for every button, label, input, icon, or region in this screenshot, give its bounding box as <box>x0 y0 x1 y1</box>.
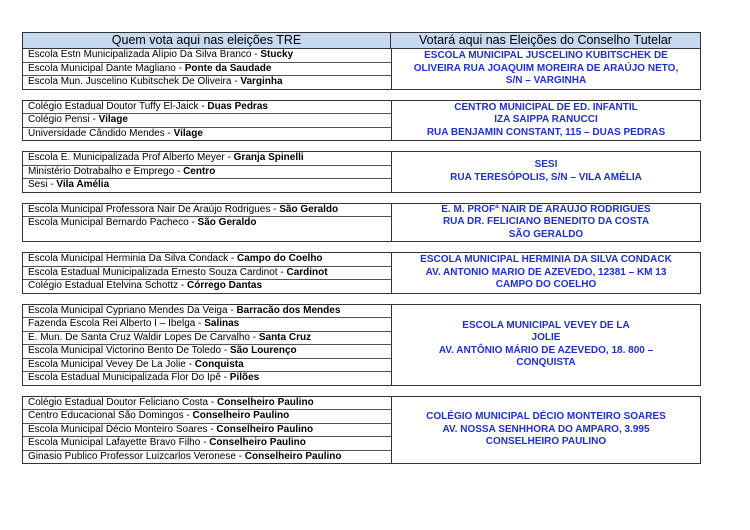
origin-list <box>23 152 392 192</box>
origin-row <box>23 397 391 411</box>
neighborhood: Vilage <box>98 114 128 125</box>
origin-row <box>23 253 391 267</box>
origin-row <box>23 114 391 128</box>
destination-line: ESCOLA MUNICIPAL HERMINIA DA SILVA CONDACK <box>420 254 672 265</box>
neighborhood: Granja Spinelli <box>233 152 304 163</box>
origin-list <box>23 49 392 89</box>
destination-line: RUA TERESÓPOLIS, S/N – VILA AMÉLIA <box>450 171 642 183</box>
separator: - <box>228 253 237 264</box>
groups-container <box>22 49 701 464</box>
destination-line: RUA BENJAMIN CONSTANT, 115 – DUAS PEDRAS <box>426 126 666 138</box>
destination-line: AV. ANTÔNIO MÁRIO DE AZEVEDO, 18. 800 – <box>438 344 654 356</box>
separator: - <box>185 358 195 370</box>
destination-line: SESI <box>534 159 558 171</box>
destination-line: S/N – VARGINHA <box>505 75 587 86</box>
destination-line: JOLIE <box>531 332 561 343</box>
neighborhood: Santa Cruz <box>258 331 312 343</box>
neighborhood: Ponte da Saudade <box>184 62 272 74</box>
school-name: Colégio Estadual Etelvina Schottz <box>28 280 179 291</box>
neighborhood: Conselheiro Paulino <box>217 396 314 408</box>
separator: - <box>188 217 198 228</box>
neighborhood: Conselheiro Paulino <box>209 437 306 448</box>
destination <box>392 253 700 293</box>
school-name: Escola Municipal Décio Monteiro Soares <box>28 423 208 435</box>
neighborhood: São Geraldo <box>279 203 339 215</box>
neighborhood: Centro <box>183 165 216 177</box>
neighborhood: Conselheiro Paulino <box>216 423 314 435</box>
neighborhood: Barracão dos Mendes <box>236 304 341 316</box>
school-name: Escola Municipal Cypriano Mendes Da Veiga <box>28 304 228 316</box>
origin-list <box>23 204 392 242</box>
neighborhood: Campo do Coelho <box>236 253 323 264</box>
origin-row <box>23 152 391 166</box>
neighborhood: Stucky <box>260 49 294 60</box>
separator: - <box>221 345 230 356</box>
separator: - <box>208 396 217 408</box>
school-name: Escola Estadual Municipalizada Ernesto Souza Cardinot <box>28 266 278 278</box>
school-name: Centro Educacional São Domingos <box>28 410 184 421</box>
table-header <box>22 32 701 49</box>
destination-line: CONQUISTA <box>516 357 576 368</box>
separator: - <box>195 318 205 329</box>
neighborhood: São Lourenço <box>229 345 297 356</box>
school-name: Ministério Dotrabalho e Emprego <box>28 165 175 177</box>
destination-line: ESCOLA MUNICIPAL VEVEY DE LA <box>462 319 630 331</box>
origin-row <box>23 128 391 141</box>
neighborhood: São Geraldo <box>197 217 257 228</box>
school-name: Escola Estadual Municipalizada Flor Do Ipê <box>28 372 221 383</box>
neighborhood: Conquista <box>194 358 244 370</box>
school-name: Colégio Estadual Doutor Tuffy El-Jaick <box>28 100 199 112</box>
school-name: Colégio Pensi <box>28 114 90 125</box>
origin-row <box>23 359 391 373</box>
destination-line: CAMPO DO COELHO <box>495 279 597 290</box>
separator: - <box>47 179 57 190</box>
destination <box>392 152 700 192</box>
origin-row <box>23 280 391 293</box>
separator: - <box>270 203 280 215</box>
separator: - <box>178 280 187 291</box>
origin-row <box>23 101 391 115</box>
school-name: Escola Municipal Dante Magliano <box>28 62 176 74</box>
destination <box>392 397 700 464</box>
separator: - <box>89 114 99 125</box>
destination <box>392 305 700 385</box>
school-name: Escola Municipal Bernardo Pacheco <box>28 217 189 228</box>
voting-group <box>22 100 701 142</box>
destination <box>392 49 700 89</box>
separator: - <box>164 127 174 139</box>
separator: - <box>200 437 210 448</box>
origin-row <box>23 179 391 192</box>
school-name: Escola Municipal Victorino Bento De Toledo <box>28 345 222 356</box>
origin-row <box>23 217 391 230</box>
destination-line: AV. NOSSA SENHHORA DO AMPARO, 3.995 <box>442 423 650 435</box>
voting-group <box>22 304 701 386</box>
school-name: Ginasio Publico Professor Luizcarlos Veronese <box>28 450 236 462</box>
origin-row <box>23 305 391 319</box>
destination-line: IZA SAIPPA RANUCCI <box>494 114 598 125</box>
destination <box>392 204 700 242</box>
origin-row <box>23 451 391 464</box>
school-name: Escola Municipal Herminia Da Silva Condack <box>28 253 229 264</box>
separator: - <box>207 423 217 435</box>
separator: - <box>174 165 184 177</box>
separator: - <box>231 76 241 87</box>
school-name: Escola Mun. Juscelino Kubitschek De Oliveira <box>28 76 232 87</box>
neighborhood: Salinas <box>204 318 240 329</box>
header-left: Quem vota aqui nas eleições TRE <box>23 33 391 48</box>
origin-row <box>23 437 391 451</box>
school-name: E. Mun. De Santa Cruz Waldir Lopes De Carvalho <box>28 331 250 343</box>
header-right: Votará aqui nas Eleições do Conselho Tutelar <box>419 33 672 47</box>
school-name: Escola Municipal Professora Nair De Araújo Rodrigues <box>28 203 271 215</box>
origin-row <box>23 76 391 89</box>
neighborhood: Vilage <box>173 127 203 139</box>
separator: - <box>198 100 208 112</box>
separator: - <box>227 304 237 316</box>
destination-line: CONSELHEIRO PAULINO <box>485 436 607 447</box>
destination-line: CENTRO MUNICIPAL DE ED. INFANTIL <box>454 101 638 113</box>
neighborhood: Córrego Dantas <box>186 280 262 291</box>
separator: - <box>249 331 259 343</box>
origin-list <box>23 305 392 385</box>
school-name: Fazenda Escola Rei Alberto I – Ibelga <box>28 318 196 329</box>
origin-list <box>23 397 392 464</box>
school-name: Escola Estn Municipalizada Alípio Da Silva Branco <box>28 49 252 60</box>
origin-row <box>23 424 391 438</box>
destination-line: E. M. PROFª NAIR DE ARAÚJO RODRIGUES <box>441 203 651 215</box>
school-name: Colégio Estadual Doutor Feliciano Costa <box>28 396 209 408</box>
destination <box>392 101 700 141</box>
school-name: Escola Municipal Vevey De La Jolie <box>28 358 186 370</box>
voting-group <box>22 252 701 294</box>
school-name: Universidade Cândido Mendes <box>28 127 165 139</box>
separator: - <box>175 62 185 74</box>
destination-line: SÃO GERALDO <box>508 228 584 240</box>
separator: - <box>251 49 261 60</box>
origin-list <box>23 101 392 141</box>
origin-row <box>23 345 391 359</box>
destination-line: ESCOLA MUNICIPAL JUSCELINO KUBITSCHEK DE <box>424 50 668 61</box>
neighborhood: Cardinot <box>286 266 328 278</box>
separator: - <box>235 450 245 462</box>
separator: - <box>277 266 287 278</box>
destination-line: AV. ANTONIO MARIO DE AZEVEDO, 12381 – KM 13 <box>425 266 667 278</box>
neighborhood: Pilões <box>229 372 260 383</box>
origin-row <box>23 332 391 346</box>
school-name: Escola E. Municipalizada Prof Alberto Meyer <box>28 152 225 163</box>
origin-row <box>23 166 391 180</box>
destination-line: RUA DR. FELICIANO BENEDITO DA COSTA <box>442 216 650 227</box>
origin-row <box>23 49 391 63</box>
origin-list <box>23 253 392 293</box>
neighborhood: Varginha <box>240 76 283 87</box>
separator: - <box>183 410 193 421</box>
origin-row <box>23 318 391 332</box>
origin-row <box>23 204 391 218</box>
origin-row <box>23 63 391 77</box>
document <box>22 32 701 474</box>
voting-group <box>22 396 701 465</box>
neighborhood: Conselheiro Paulino <box>244 450 342 462</box>
neighborhood: Vila Amélia <box>56 179 110 190</box>
neighborhood: Duas Pedras <box>207 100 268 112</box>
school-name: Escola Municipal Lafayette Bravo Filho <box>28 437 201 448</box>
school-name: Sesi <box>28 179 48 190</box>
origin-row <box>23 410 391 424</box>
neighborhood: Conselheiro Paulino <box>192 410 290 421</box>
voting-group <box>22 151 701 193</box>
destination-line: OLIVEIRA RUA JOAQUIM MOREIRA DE ARAÚJO NETO, <box>413 62 679 74</box>
separator: - <box>224 152 234 163</box>
voting-group <box>22 49 701 90</box>
voting-group <box>22 203 701 243</box>
separator: - <box>220 372 230 383</box>
origin-row <box>23 372 391 385</box>
origin-row <box>23 267 391 281</box>
destination-line: COLÉGIO MUNICIPAL DÉCIO MONTEIRO SOARES <box>426 411 666 422</box>
